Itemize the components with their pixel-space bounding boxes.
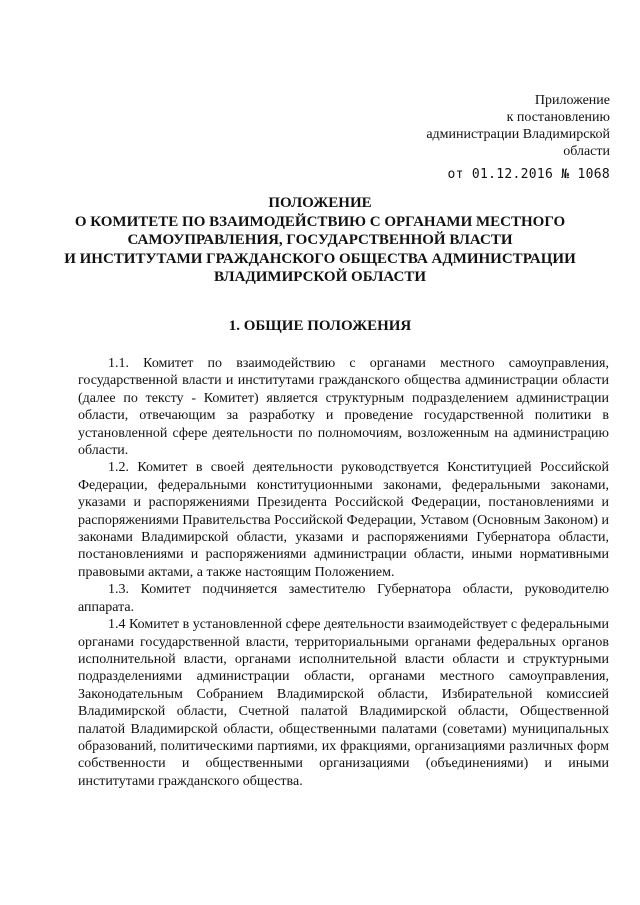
paragraph: 1.4 Комитет в установленной сфере деятельности взаимодействует с федеральными органами государственной власти, территориальными органами федеральных органов исполнительной власти, органами исполнительной власти области и структурными подразделениями администрации области, органами местного самоуправления, Законодательным Собранием Владимирской области, Избирательной комиссией Владимирской области, Счетной палатой Владимирской области, Общественной палатой Владимирской области, общественными палатами (советами) муниципальных образований, политическими партиями, их фракциями, организациями различных форм собственности и общественными организациями (объединениями) и иными институтами гражданского общества. xyxy=(78,617,609,789)
appendix-line: Приложение xyxy=(534,93,610,108)
title-line: ВЛАДИМИРСКОЙ ОБЛАСТИ xyxy=(214,269,426,285)
title-line: ПОЛОЖЕНИЕ xyxy=(268,195,372,211)
decree-date-number: от 01.12.2016 № 1068 xyxy=(447,167,610,182)
appendix-line: к постановлению xyxy=(506,110,610,125)
paragraph: 1.1. Комитет по взаимодействию с органами местного самоуправления, государственной власти и институтами гражданского общества администрации области (далее по тексту - Комитет) является структурным подразделением администрации области, отвечающим за разработку и проведение государственной политики в установленной сфере деятельности по полномочиям, возложенным на администрацию области. xyxy=(78,356,609,459)
title-line: САМОУПРАВЛЕНИЯ, ГОСУДАРСТВЕННОЙ ВЛАСТИ xyxy=(127,232,513,248)
title-line: И ИНСТИТУТАМИ ГРАЖДАНСКОГО ОБЩЕСТВА АДМИНИСТРАЦИИ xyxy=(64,250,576,267)
section-heading: 1. ОБЩИЕ ПОЛОЖЕНИЯ xyxy=(228,318,412,334)
title-line: О КОМИТЕТЕ ПО ВЗАИМОДЕЙСТВИЮ С ОРГАНАМИ МЕСТНОГО xyxy=(74,213,566,230)
paragraph: 1.2. Комитет в своей деятельности руководствуется Конституцией Российской Федерации, федеральными конституционными законами, федеральными законами, указами и распоряжениями Президента Российской Федерации, постановлениями и распоряжениями Правительства Российской Федерации, Уставом (Основным Законом) и законами Владимирской области, указами и распоряжениями Губернатора области, постановлениями и распоряжениями администрации области, иными нормативными правовыми актами, а также настоящим Положением. xyxy=(78,460,609,580)
paragraph: 1.3. Комитет подчиняется заместителю Губернатора области, руководителю аппарата. xyxy=(78,582,609,615)
appendix-block xyxy=(380,92,610,183)
document-title xyxy=(40,194,600,287)
appendix-line: администрации Владимирской xyxy=(426,127,610,142)
section-body xyxy=(78,355,609,790)
appendix-line: области xyxy=(563,144,610,159)
